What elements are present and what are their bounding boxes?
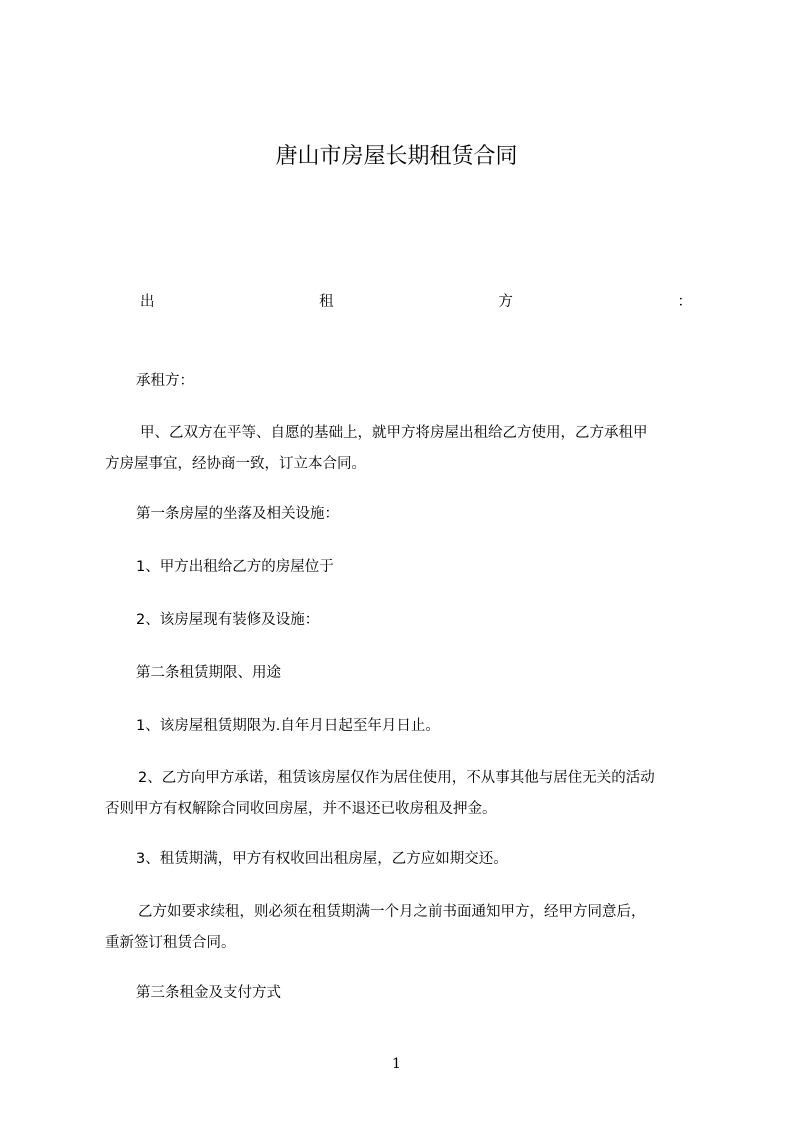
- article2-item2-line-1: 2、乙方向甲方承诺，租赁该房屋仅作为居住使用，不从事其他与居住无关的活动: [138, 770, 655, 786]
- intro-line-2: 方房屋事宜，经协商一致，订立本合同。: [105, 456, 366, 472]
- article2-item3: 3、租赁期满，甲方有权收回出租房屋，乙方应如期交还。: [136, 851, 508, 867]
- article1-item2: 2、该房屋现有装修及设施：: [136, 612, 320, 628]
- lessee-line: 承租方：: [136, 373, 194, 389]
- article2-item2: [105, 763, 705, 825]
- lessor-colon: ：: [677, 294, 692, 310]
- document-title: 唐山市房屋长期租赁合同: [275, 144, 518, 169]
- lessor-line: [140, 292, 692, 312]
- article1-item1: 1、甲方出租给乙方的房屋位于: [136, 559, 334, 575]
- intro-line-1: 甲、乙双方在平等、自愿的基础上，就甲方将房屋出租给乙方使用，乙方承租甲: [140, 425, 648, 441]
- renewal-paragraph: [105, 897, 705, 959]
- lessor-char-3: 方: [498, 294, 513, 310]
- article2-item2-line-2: 否则甲方有权解除合同收回房屋，并不退还已收房租及押金。: [105, 801, 497, 817]
- lessor-char-2: 租: [319, 294, 334, 310]
- article2-item1: 1、该房屋租赁期限为.自年月日起至年月日止。: [136, 718, 440, 734]
- article2-heading: 第二条租赁期限、用途: [136, 665, 281, 681]
- article3-heading: 第三条租金及支付方式: [136, 985, 281, 1001]
- article1-heading: 第一条房屋的坐落及相关设施：: [136, 506, 339, 522]
- lessor-char-1: 出: [140, 294, 155, 310]
- intro-paragraph: [105, 418, 705, 480]
- renewal-line-2: 重新签订租赁合同。: [105, 935, 236, 951]
- page-number: 1: [392, 1056, 401, 1072]
- renewal-line-1: 乙方如要求续租，则必须在租赁期满一个月之前书面通知甲方，经甲方同意后，: [138, 904, 646, 920]
